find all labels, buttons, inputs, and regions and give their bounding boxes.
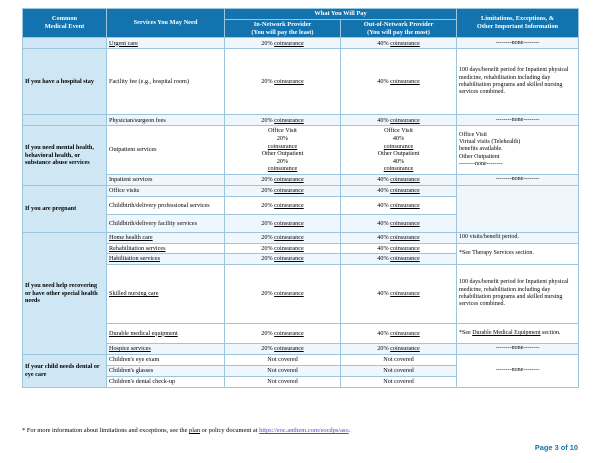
limitations-cell: 100 days/benefit period for Inpatient physical medicine, rehabilitation including day rehabilitation programs and skilled nursing services combined. [457, 49, 579, 115]
out-of-network-line: Office Visit [384, 127, 413, 135]
out-of-network-cell: Not covered [341, 365, 457, 376]
footnote-text-before: For more information about limitations and exceptions, see the [26, 427, 190, 434]
out-of-network-cell: 40% coinsurance [341, 323, 457, 343]
table-row [23, 264, 579, 323]
limitations-cell [457, 185, 579, 232]
out-of-network-cell: Not covered [341, 376, 457, 387]
in-network-cell: 20% coinsurance [225, 243, 341, 254]
limitations-cell: 100 visits/benefit period. [457, 232, 579, 243]
limitations-cell: --------none-------- [457, 174, 579, 185]
in-network-cell: 20% coinsurance [225, 49, 341, 115]
header-out-of-network-provider [341, 19, 457, 38]
medical-event-cell: If your child needs dental or eye care [23, 354, 107, 387]
in-network-cell: Not covered [225, 365, 341, 376]
service-cell [107, 38, 225, 49]
service-cell [107, 174, 225, 185]
out-of-network-cell: 40% coinsurance [341, 264, 457, 323]
in-network-cell: 20% coinsurance [225, 323, 341, 343]
out-of-network-cell: 40% coinsurance [341, 243, 457, 254]
service-cell [107, 196, 225, 214]
header-line-1: Common [51, 15, 78, 23]
service-cell [107, 214, 225, 232]
limitations-line: Virtual visits (Telehealth) [459, 139, 521, 146]
in-network-line: Other Outpatient [261, 150, 304, 158]
limitations-line: benefits available. [459, 146, 503, 153]
medical-event-cell [23, 38, 107, 49]
service-cell [107, 354, 225, 365]
in-network-cell: 20% coinsurance [225, 196, 341, 214]
service-cell [107, 254, 225, 265]
service-label: Physician/surgeon fees [109, 116, 166, 124]
service-cell [107, 323, 225, 343]
header-line-2: Medical Event [44, 23, 85, 31]
service-label: Inpatient services [109, 176, 153, 184]
policy-document-url-link[interactable]: https://eoc.anthem.com/eocdps/aso [259, 427, 349, 434]
limitations-line: Office Visit [459, 131, 487, 138]
service-cell [107, 49, 225, 115]
service-cell [107, 365, 225, 376]
limitations-cell [457, 126, 579, 174]
out-of-network-cell: 40% coinsurance [341, 174, 457, 185]
out-of-network-line: Other Outpatient [377, 150, 420, 158]
footnote [22, 427, 578, 435]
table-row [23, 323, 579, 343]
footnote-period: . [348, 427, 351, 434]
service-label: Hospice services [109, 345, 151, 353]
footnote-asterisk: * [22, 427, 26, 434]
service-label: Durable medical equipment [109, 329, 178, 337]
out-of-network-cell: 40% coinsurance [341, 254, 457, 265]
service-label: Rehabilitation services [109, 244, 166, 252]
out-of-network-cell: 40% coinsurance [341, 38, 457, 49]
in-network-cell: 20% coinsurance [225, 115, 341, 126]
service-label: Home health care [109, 234, 153, 242]
service-cell [107, 264, 225, 323]
limitations-line: Other Outpatient [459, 153, 500, 160]
service-label: Children's eye exam [109, 356, 160, 364]
header-out-network-line-1: Out-of-Network Provider [363, 20, 434, 28]
out-of-network-line: 40% coinsurance [383, 135, 414, 150]
limitations-cell-with-link: *See Durable Medical Equipment section. [457, 323, 579, 343]
service-label: Office visits [109, 187, 140, 195]
service-cell [107, 243, 225, 254]
out-of-network-cell: 40% coinsurance [341, 214, 457, 232]
limitations-cell: --------none-------- [457, 38, 579, 49]
header-limitations-line-1: Limitations, Exceptions, & [480, 15, 555, 23]
service-cell [107, 343, 225, 354]
service-label: Outpatient services [109, 146, 157, 154]
service-label: Childbirth/delivery facility services [109, 219, 197, 227]
header-in-network-line-2: (You will pay the least) [251, 28, 314, 36]
medical-event-cell: If you have a hospital stay [23, 49, 107, 115]
table-row [23, 185, 579, 196]
in-network-line: Office Visit [268, 127, 297, 135]
limitations-cell: --------none-------- [457, 354, 579, 387]
table-row [23, 38, 579, 49]
out-of-network-cell [341, 126, 457, 174]
table-row [23, 354, 579, 365]
header-common-medical-event [23, 9, 107, 38]
service-cell [107, 232, 225, 243]
in-network-cell: 20% coinsurance [225, 343, 341, 354]
limitations-cell: *See Therapy Services section. [457, 243, 579, 264]
out-of-network-cell: 40% coinsurance [341, 196, 457, 214]
in-network-cell [225, 126, 341, 174]
table-body [23, 38, 579, 388]
service-cell [107, 376, 225, 387]
in-network-cell: 20% coinsurance [225, 264, 341, 323]
durable-medical-equipment-link[interactable]: Durable Medical Equipment [472, 329, 541, 336]
in-network-line: 20% coinsurance [267, 157, 298, 173]
medical-event-cell: If you are pregnant [23, 185, 107, 232]
service-label: Children's glasses [109, 367, 154, 375]
table-row [23, 126, 579, 174]
table-row [23, 232, 579, 243]
coverage-table [22, 8, 579, 388]
medical-event-cell: If you need help recovering or have other special health needs [23, 232, 107, 354]
medical-event-cell [23, 115, 107, 126]
in-network-cell: 20% coinsurance [225, 174, 341, 185]
out-of-network-cell: Not covered [341, 354, 457, 365]
table-row [23, 49, 579, 115]
table-row [23, 174, 579, 185]
service-cell [107, 126, 225, 174]
header-services-you-may-need: Services You May Need [107, 9, 225, 38]
in-network-cell: 20% coinsurance [225, 232, 341, 243]
out-of-network-cell: 40% coinsurance [341, 49, 457, 115]
service-cell [107, 185, 225, 196]
in-network-cell: Not covered [225, 376, 341, 387]
plan-link[interactable]: plan [189, 427, 201, 434]
in-network-cell: 20% coinsurance [225, 214, 341, 232]
table-header [23, 9, 579, 38]
out-of-network-line: 40% coinsurance [383, 157, 414, 173]
limitations-line: --------none-------- [459, 161, 503, 168]
in-network-cell: 20% coinsurance [225, 185, 341, 196]
service-label: Children's dental check-up [109, 378, 176, 386]
header-in-network-line-1: In-Network Provider [253, 20, 312, 28]
limitations-cell: --------none-------- [457, 343, 579, 354]
out-of-network-cell: 40% coinsurance [341, 115, 457, 126]
service-label: Childbirth/delivery professional services [109, 201, 210, 209]
limitations-cell: --------none-------- [457, 115, 579, 126]
page-number: Page 3 of 10 [534, 443, 578, 452]
table-row [23, 115, 579, 126]
medical-event-cell: If you need mental health, behavioral health, or substance abuse services [23, 126, 107, 185]
out-of-network-cell: 40% coinsurance [341, 232, 457, 243]
header-out-network-line-2: (You will pay the most) [367, 28, 430, 36]
service-label: Skilled nursing care [109, 290, 159, 298]
in-network-line: 20% coinsurance [267, 135, 298, 150]
header-what-you-will-pay: What You Will Pay [225, 9, 457, 20]
header-limitations-exceptions [457, 9, 579, 38]
table-row [23, 343, 579, 354]
limitations-cell: 100 days/benefit period for Inpatient physical medicine, rehabilitation including day rehabilitation programs and skilled nursing services combined. [457, 264, 579, 323]
header-limitations-line-2: Other Important Information [476, 23, 559, 31]
service-label: Urgent care [109, 39, 138, 47]
service-label: Facility fee (e.g., hospital room) [109, 78, 189, 86]
footnote-text-middle: or policy document at [200, 427, 260, 434]
service-cell [107, 115, 225, 126]
table-row [23, 243, 579, 254]
header-in-network-provider [225, 19, 341, 38]
service-label: Habilitation services [109, 255, 161, 263]
in-network-cell: 20% coinsurance [225, 254, 341, 265]
out-of-network-cell: 20% coinsurance [341, 343, 457, 354]
in-network-cell: Not covered [225, 354, 341, 365]
out-of-network-cell: 40% coinsurance [341, 185, 457, 196]
in-network-cell: 20% coinsurance [225, 38, 341, 49]
